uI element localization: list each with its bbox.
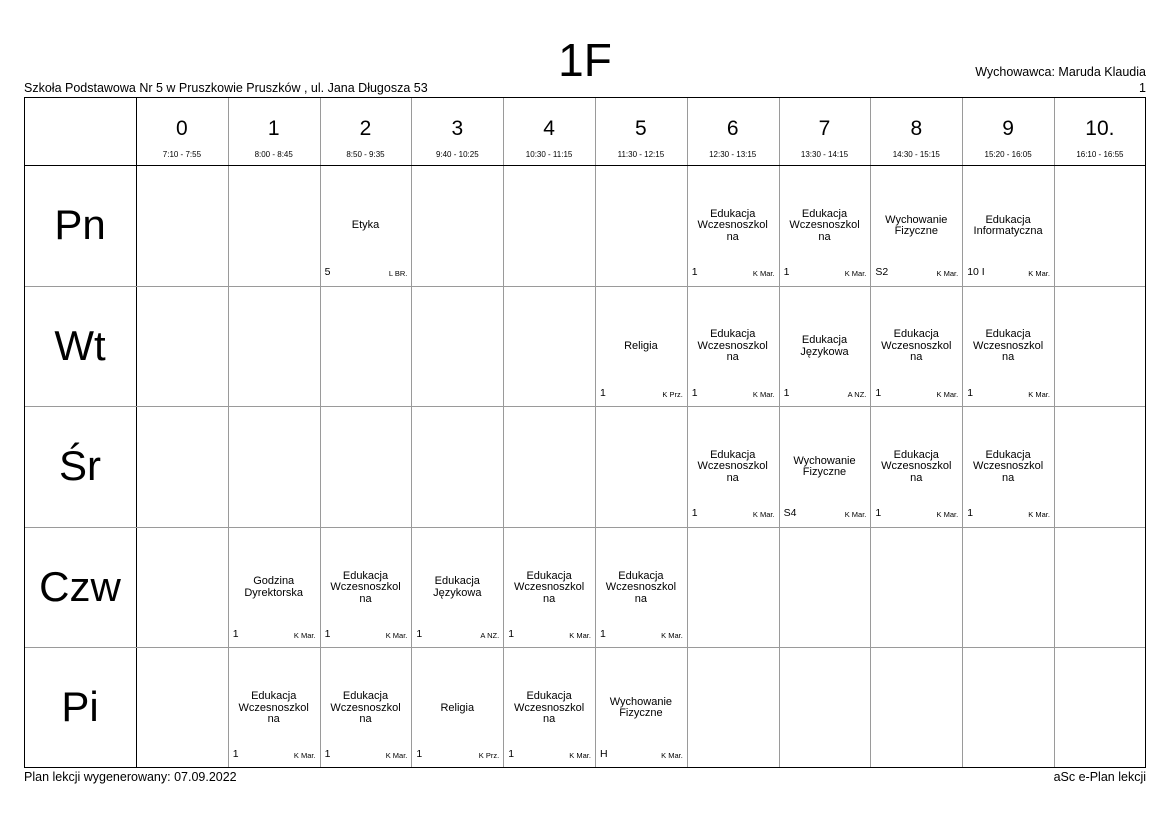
lesson-room: 1 <box>416 748 423 761</box>
lesson-cell <box>962 165 1054 286</box>
lesson-subject-line: na <box>1001 351 1015 364</box>
lesson-subject-line: Wczesnoszkol <box>697 219 768 232</box>
lesson-cell <box>228 527 320 648</box>
lesson-subject <box>413 703 501 715</box>
period-number: 7 <box>818 117 831 140</box>
lesson-subject-line: Etyka <box>351 219 380 232</box>
lesson-subject-line: Religia <box>440 701 475 714</box>
period-time: 13:30 - 14:15 <box>800 150 849 159</box>
day-label: Czw <box>39 562 121 610</box>
period-header <box>870 97 962 165</box>
period-number: 4 <box>543 117 555 140</box>
lesson-room: 1 <box>508 627 515 640</box>
generated-date: Plan lekcji wygenerowany: 07.09.2022 <box>24 770 237 784</box>
class-title: 1F <box>558 34 612 86</box>
period-time: 15:20 - 16:05 <box>984 150 1032 159</box>
lesson-room: 10 I <box>967 266 985 278</box>
lesson-subject-line: Edukacja <box>801 207 848 220</box>
lesson-teacher: K Mar. <box>936 269 959 278</box>
lesson-subject-line: Dyrektorska <box>244 586 304 599</box>
lesson-teacher: K Mar. <box>844 269 867 278</box>
lesson-subject-line: na <box>726 471 739 484</box>
lesson-room: 1 <box>783 386 790 399</box>
period-time: 7:10 - 7:55 <box>162 150 202 159</box>
lesson-cell <box>962 286 1054 407</box>
lesson-subject-line: Edukacja <box>434 575 480 588</box>
lesson-subject <box>230 691 318 726</box>
lesson-room: 1 <box>967 507 974 520</box>
lesson-subject <box>781 335 869 358</box>
period-time: 8:00 - 8:45 <box>254 150 293 159</box>
lesson-teacher: K Mar. <box>752 269 775 278</box>
lesson-teacher: K Mar. <box>1028 389 1050 399</box>
lesson-subject-line: Informatyczna <box>973 225 1043 237</box>
period-time: 10:30 - 11:15 <box>525 150 573 159</box>
period-header <box>687 97 779 165</box>
period-header <box>228 97 320 165</box>
lesson-subject <box>597 341 685 353</box>
lesson-subject-line: Językowa <box>433 586 482 599</box>
day-label: Pi <box>61 683 99 731</box>
lesson-subject <box>872 450 960 485</box>
grid-line-vertical <box>136 97 137 768</box>
lesson-room: 1 <box>600 627 606 640</box>
lesson-subject-line: Fizyczne <box>802 466 847 479</box>
lesson-cell <box>870 165 962 286</box>
lesson-room: 5 <box>324 266 331 278</box>
lesson-subject <box>964 450 1052 485</box>
lesson-teacher: K Mar. <box>1028 510 1050 520</box>
lesson-subject-line: Wczesnoszkol <box>789 219 860 232</box>
lesson-subject-line: na <box>267 713 280 726</box>
period-header <box>779 97 871 165</box>
day-label: Śr <box>59 442 101 490</box>
lesson-cell <box>870 286 962 407</box>
lesson-room: 1 <box>875 507 882 520</box>
lesson-teacher: K Mar. <box>752 510 775 520</box>
lesson-subject-line: na <box>1001 471 1015 484</box>
lesson-subject-line: Edukacja <box>342 569 389 582</box>
lesson-room: 1 <box>600 386 606 399</box>
period-header <box>320 97 412 165</box>
lesson-subject <box>872 329 960 364</box>
day-label: Wt <box>54 321 106 369</box>
period-time: 9:40 - 10:25 <box>435 150 479 159</box>
lesson-subject <box>505 691 593 726</box>
lesson-cell <box>228 647 320 768</box>
lesson-subject <box>413 576 501 599</box>
lesson-subject <box>781 456 869 479</box>
lesson-subject-line: Wczesnoszkol <box>881 339 952 352</box>
lesson-room: S2 <box>875 266 889 278</box>
period-number: 2 <box>359 117 372 140</box>
lesson-subject-line: Wczesnoszkol <box>513 581 585 594</box>
lesson-subject-line: Wczesnoszkol <box>697 460 768 473</box>
lesson-cell <box>411 527 503 648</box>
lesson-subject-line: Wychowanie <box>609 695 673 708</box>
lesson-room: 1 <box>416 627 423 640</box>
lesson-cell <box>687 286 779 407</box>
lesson-room: 1 <box>232 748 239 761</box>
lesson-teacher: K Mar. <box>385 751 408 761</box>
lesson-subject-line: Edukacja <box>710 328 756 341</box>
lesson-subject-line: Fizyczne <box>894 225 938 237</box>
lesson-subject <box>781 209 869 244</box>
lesson-subject <box>322 220 410 232</box>
lesson-teacher: K Mar. <box>1028 269 1050 278</box>
period-header <box>962 97 1054 165</box>
period-header <box>595 97 687 165</box>
lesson-subject <box>322 691 410 726</box>
lesson-room: 1 <box>508 748 515 761</box>
lesson-subject <box>964 329 1052 364</box>
lesson-room: 1 <box>875 386 882 399</box>
lesson-subject-line: na <box>818 230 831 243</box>
lesson-subject-line: na <box>634 592 648 605</box>
lesson-teacher: K Mar. <box>569 630 591 640</box>
lesson-subject-line: Edukacja <box>710 448 756 461</box>
lesson-subject-line: Edukacja <box>526 690 572 703</box>
lesson-teacher: K Mar. <box>569 751 591 761</box>
period-number: 3 <box>451 117 464 140</box>
lesson-subject-line: Wczesnoszkol <box>972 460 1044 473</box>
lesson-room: 1 <box>783 266 790 278</box>
lesson-subject <box>597 697 685 720</box>
lesson-subject-line: na <box>359 592 372 605</box>
period-number: 9 <box>1002 117 1014 140</box>
page-number: 1 <box>1139 81 1146 95</box>
grid-line-vertical <box>1054 97 1055 768</box>
lesson-subject <box>689 450 777 485</box>
lesson-subject-line: na <box>726 351 739 364</box>
lesson-subject-line: Edukacja <box>526 569 572 582</box>
period-number: 1 <box>267 117 280 140</box>
lesson-subject-line: Wychowanie <box>793 454 856 467</box>
lesson-room: 1 <box>324 627 331 640</box>
lesson-cell <box>779 165 871 286</box>
lesson-subject <box>964 215 1052 238</box>
period-time: 11:30 - 12:15 <box>617 150 665 159</box>
lesson-teacher: K Mar. <box>661 751 683 761</box>
lesson-teacher: K Mar. <box>293 630 316 640</box>
period-header <box>411 97 503 165</box>
lesson-subject-line: Wczesnoszkol <box>513 701 585 714</box>
lesson-teacher: K Mar. <box>844 510 867 520</box>
lesson-room: 1 <box>691 266 698 278</box>
lesson-teacher: A NZ. <box>480 630 500 640</box>
lesson-cell <box>687 165 779 286</box>
lesson-teacher: K Mar. <box>936 510 959 520</box>
lesson-subject-line: Wczesnoszkol <box>972 339 1044 352</box>
period-time: 12:30 - 13:15 <box>709 150 757 159</box>
lesson-subject-line: Wczesnoszkol <box>605 581 677 594</box>
lesson-teacher: K Mar. <box>752 389 775 399</box>
lesson-subject-line: na <box>910 471 923 484</box>
lesson-cell <box>595 527 687 648</box>
lesson-subject-line: Wczesnoszkol <box>881 460 952 473</box>
lesson-cell <box>595 286 687 407</box>
lesson-subject-line: Edukacja <box>618 569 664 582</box>
lesson-subject-line: Edukacja <box>893 328 939 341</box>
lesson-cell <box>595 647 687 768</box>
lesson-subject-line: Wczesnoszkol <box>330 581 401 594</box>
lesson-subject <box>689 209 777 244</box>
day-label: Pn <box>54 201 106 248</box>
period-number: 0 <box>176 117 188 140</box>
lesson-subject-line: na <box>359 713 372 726</box>
period-header <box>1054 97 1146 165</box>
lesson-cell <box>320 165 412 286</box>
period-time: 14:30 - 15:15 <box>892 150 940 159</box>
lesson-subject <box>597 571 685 606</box>
school-address: Szkoła Podstawowa Nr 5 w Pruszkowie Pruszków , ul. Jana Długosza 53 <box>24 81 428 95</box>
lesson-subject-line: na <box>726 230 739 243</box>
period-time: 8:50 - 9:35 <box>346 150 385 159</box>
lesson-subject-line: na <box>542 592 556 605</box>
lesson-subject-line: Edukacja <box>985 213 1031 226</box>
lesson-subject-line: Religia <box>624 339 658 352</box>
lesson-room: S4 <box>783 507 797 520</box>
lesson-room: 1 <box>232 627 239 640</box>
period-number: 6 <box>726 117 739 140</box>
lesson-subject <box>230 576 318 599</box>
lesson-room: 1 <box>691 386 698 399</box>
lesson-room: 1 <box>967 386 974 399</box>
lesson-cell <box>320 647 412 768</box>
lesson-room: 1 <box>691 507 698 520</box>
period-number: 8 <box>910 117 923 140</box>
lesson-subject <box>322 571 410 606</box>
lesson-teacher: K Mar. <box>661 630 683 640</box>
lesson-cell <box>779 406 871 527</box>
lesson-cell <box>687 406 779 527</box>
lesson-subject-line: na <box>542 713 556 726</box>
lesson-cell <box>320 527 412 648</box>
lesson-subject-line: Wychowanie <box>885 213 948 226</box>
lesson-cell <box>962 406 1054 527</box>
lesson-subject-line: Edukacja <box>342 690 389 703</box>
lesson-teacher: K Prz. <box>478 751 500 761</box>
lesson-subject-line: Edukacja <box>985 328 1031 341</box>
homeroom-teacher: Wychowawca: Maruda Klaudia <box>975 65 1146 79</box>
lesson-subject <box>689 329 777 364</box>
lesson-teacher: K Mar. <box>293 751 316 761</box>
period-number: 5 <box>635 117 647 140</box>
lesson-cell <box>411 647 503 768</box>
lesson-subject-line: Językowa <box>800 345 849 358</box>
lesson-cell <box>870 406 962 527</box>
lesson-teacher: L BR. <box>388 269 408 278</box>
lesson-teacher: K Mar. <box>936 389 959 399</box>
lesson-teacher: K Prz. <box>662 389 683 399</box>
lesson-teacher: K Mar. <box>385 630 408 640</box>
lesson-subject-line: Edukacja <box>251 690 297 703</box>
lesson-cell <box>503 647 595 768</box>
period-number: 10. <box>1085 117 1115 140</box>
lesson-room: 1 <box>324 748 331 761</box>
lesson-subject-line: Edukacja <box>801 334 848 347</box>
lesson-subject-line: na <box>910 351 923 364</box>
lesson-subject-line: Wczesnoszkol <box>238 701 309 714</box>
lesson-subject <box>505 571 593 606</box>
lesson-subject-line: Edukacja <box>985 448 1031 461</box>
timetable-grid <box>24 97 1146 768</box>
lesson-subject-line: Wczesnoszkol <box>330 701 401 714</box>
lesson-subject-line: Edukacja <box>893 448 939 461</box>
lesson-cell <box>779 286 871 407</box>
period-header <box>136 97 228 165</box>
lesson-subject-line: Wczesnoszkol <box>697 339 768 352</box>
period-time: 16:10 - 16:55 <box>1076 150 1124 159</box>
lesson-room: H <box>600 748 608 761</box>
lesson-teacher: A NZ. <box>847 389 867 399</box>
lesson-subject-line: Godzina <box>253 575 295 588</box>
period-header <box>503 97 595 165</box>
software-credit: aSc e-Plan lekcji <box>1053 770 1146 784</box>
lesson-subject <box>872 215 960 238</box>
lesson-cell <box>503 527 595 648</box>
lesson-subject-line: Edukacja <box>710 207 756 220</box>
lesson-subject-line: Fizyczne <box>619 707 663 720</box>
